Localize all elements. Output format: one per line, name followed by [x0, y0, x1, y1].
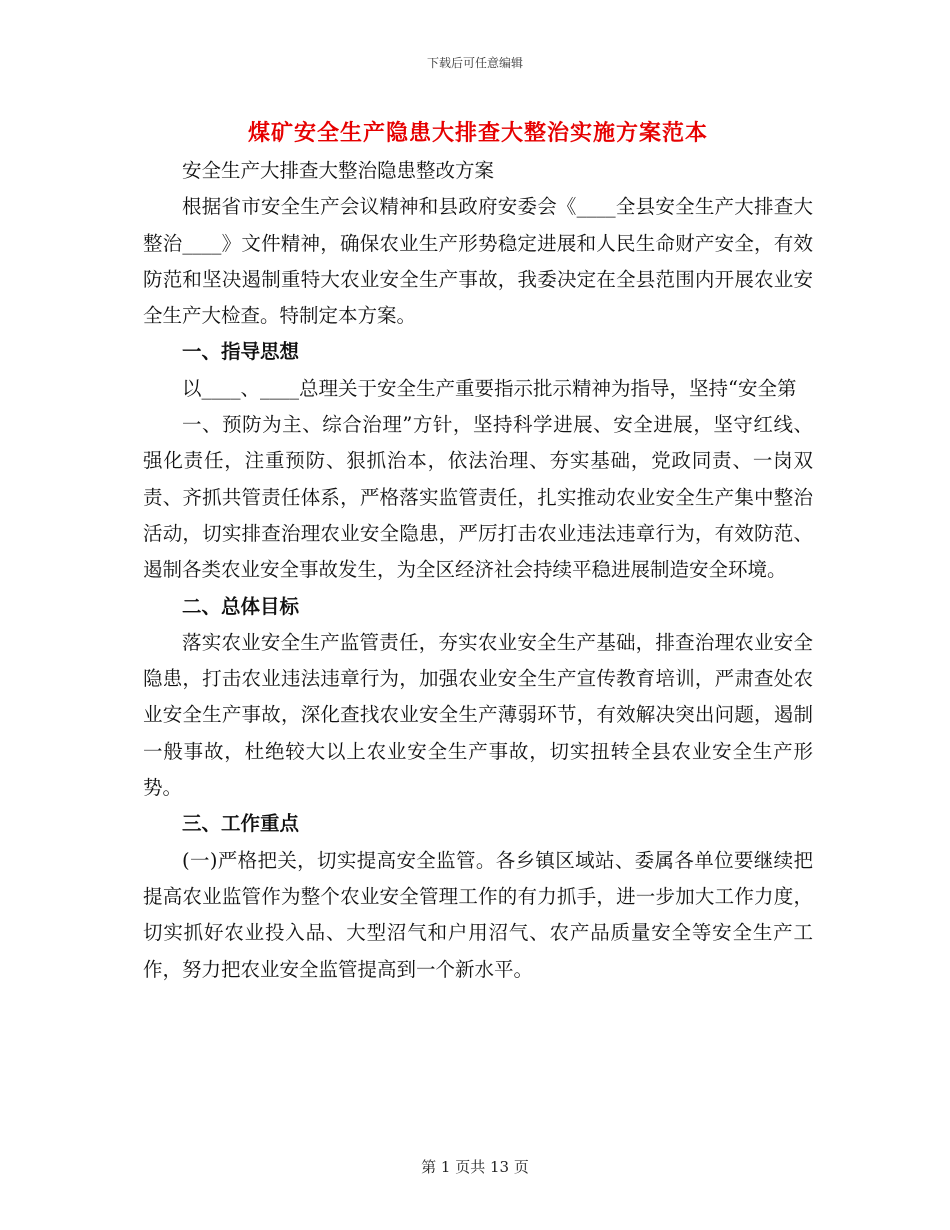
section-heading-overall-goal: 二、总体目标: [182, 594, 300, 618]
section1-paragraph-1: 以____、____总理关于安全生产重要指示批示精神为指导，坚持“安全第: [182, 376, 797, 400]
section1-paragraph-2: 一、预防为主、综合治理”方针，坚持科学进展、安全进展，坚守红线、强化责任，注重预防、狠抓治本，依法治理、夯实基础，党政同责、一岗双责、齐抓共管责任体系，严格落实监管责任，扎实推动农业安全生产集中整治活动，切实排查治理农业安全隐患，严厉打击农业违法违章行为，有效防范、遏制各类农业安全事故发生，为全区经济社会持续平稳进展制造安全环境。: [143, 413, 813, 582]
section-heading-guiding-ideology: 一、指导思想: [182, 340, 300, 364]
section3-paragraph-1: (一)严格把关，切实提高安全监管。各乡镇区域站、委属各单位要继续把提高农业监管作为整个农业安全管理工作的有力抓手，进一步加大工作力度，切实抓好农业投入品、大型沼气和户用沼气、农产品质量安全等安全生产工作，努力把农业安全监管提高到一个新水平。: [143, 848, 813, 981]
subtitle-paragraph: 安全生产大排查大整治隐患整改方案: [182, 159, 495, 182]
intro-paragraph: 根据省市安全生产会议精神和县政府安委会《____全县安全生产大排查大整治____》文件精神，确保农业生产形势稳定进展和人民生命财产安全，有效防范和坚决遏制重特大农业安全生产事故，我委决定在全县范围内开展农业安全生产大检查。特制定本方案。: [143, 195, 813, 328]
document-title: 煤矿安全生产隐患大排查大整治实施方案范本: [248, 120, 709, 146]
document-body: [143, 153, 813, 988]
header-note: 下载后可任意编辑: [426, 56, 523, 70]
page-footer: 第 1 页共 13 页: [421, 1158, 529, 1176]
section2-paragraph-1: 落实农业安全生产监管责任，夯实农业安全生产基础，排查治理农业安全隐患，打击农业违法违章行为，加强农业安全生产宣传教育培训，严肃查处农业安全生产事故，深化查找农业安全生产薄弱环节，有效解决突出问题，遏制一般事故，杜绝较大以上农业安全生产事故，切实扭转全县农业安全生产形势。: [143, 630, 813, 800]
section-heading-work-focus: 三、工作重点: [182, 812, 300, 836]
